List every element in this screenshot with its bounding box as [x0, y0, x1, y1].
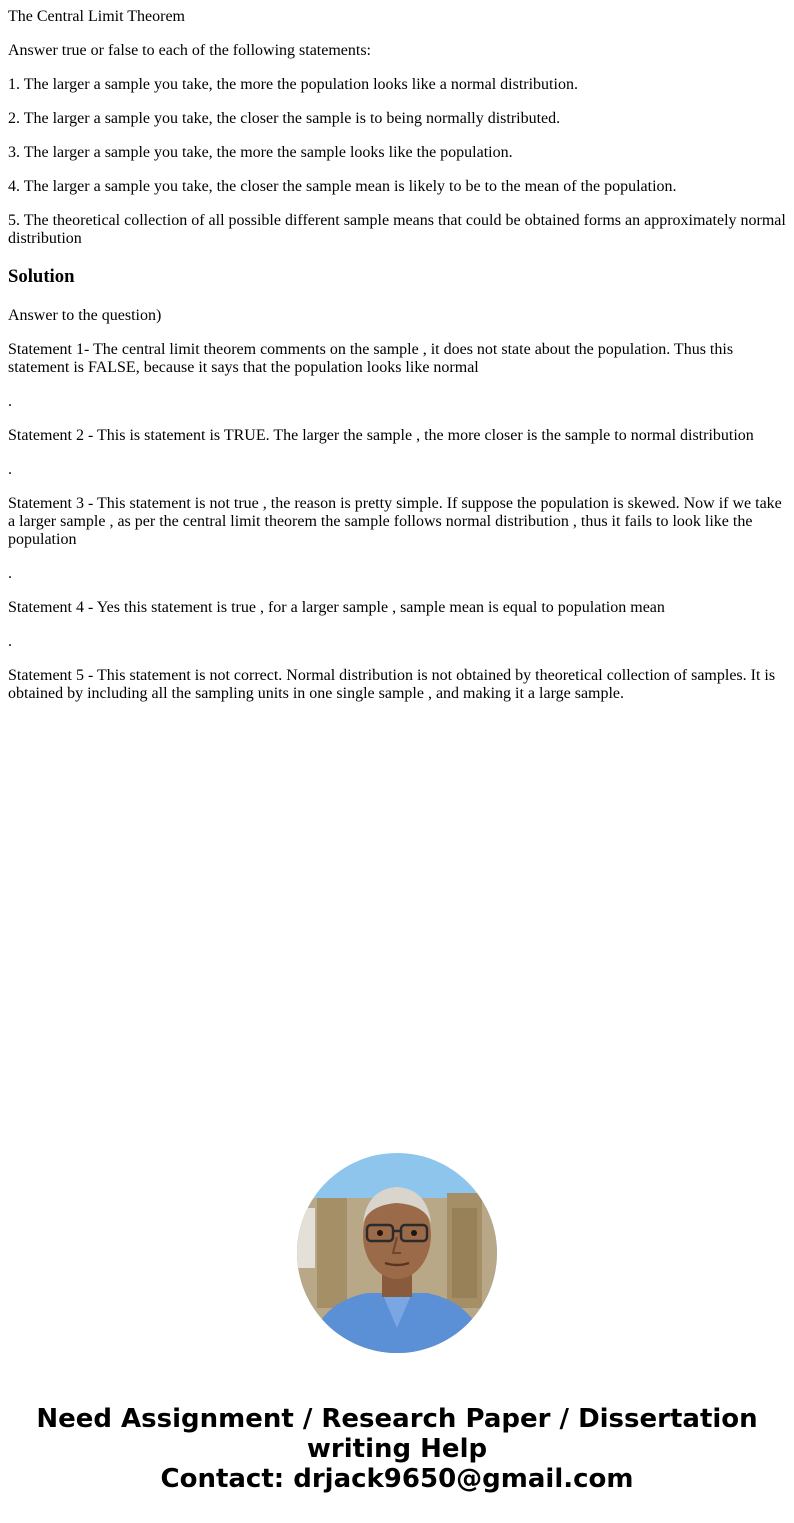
answer-statement-3: Statement 3 - This statement is not true , the reason is pretty simple. If suppose the population is skewed. Now if we take a larger sample , as per the central limit theorem the sample follows normal distribution , thus it fails to look like the population [8, 495, 782, 548]
answer-separator: . [8, 461, 12, 478]
author-avatar [297, 1153, 497, 1353]
solution-intro: Answer to the question) [8, 307, 162, 324]
question-statement-5: 5. The theoretical collection of all possible different sample means that could be obtained forms an approximately normal distribution [8, 212, 786, 247]
question-intro: Answer true or false to each of the following statements: [8, 42, 371, 59]
answer-statement-5: Statement 5 - This statement is not correct. Normal distribution is not obtained by theoretical collection of samples. It is obtained by including all the sampling units in one single sample , and making it a large sample. [8, 667, 776, 702]
promo-line-1: Need Assignment / Research Paper / Dissertation [36, 1404, 758, 1434]
solution-heading: Solution [8, 266, 75, 287]
answer-separator: . [8, 633, 12, 650]
answer-statement-2: Statement 2 - This is statement is TRUE. The larger the sample , the more closer is the sample to normal distribution [8, 427, 754, 444]
promo-contact: Contact: drjack9650@gmail.com [160, 1464, 634, 1494]
answer-statement-4: Statement 4 - Yes this statement is true , for a larger sample , sample mean is equal to population mean [8, 599, 665, 616]
answer-separator: . [8, 393, 12, 410]
answer-separator: . [8, 565, 12, 582]
answer-statement-1: Statement 1- The central limit theorem comments on the sample , it does not state about the population. Thus this statement is FALSE, because it says that the population looks like normal [8, 341, 734, 376]
question-statement-2: 2. The larger a sample you take, the closer the sample is to being normally distributed. [8, 110, 561, 127]
question-statement-4: 4. The larger a sample you take, the closer the sample mean is likely to be to the mean of the population. [8, 178, 677, 195]
promo-line-2: writing Help [306, 1434, 488, 1464]
question-statement-3: 3. The larger a sample you take, the more the sample looks like the population. [8, 144, 513, 161]
question-statement-1: 1. The larger a sample you take, the more the population looks like a normal distribution. [8, 76, 578, 93]
promo-banner [0, 1404, 794, 1494]
author-portrait-image [297, 1153, 497, 1353]
question-title: The Central Limit Theorem [8, 8, 185, 25]
